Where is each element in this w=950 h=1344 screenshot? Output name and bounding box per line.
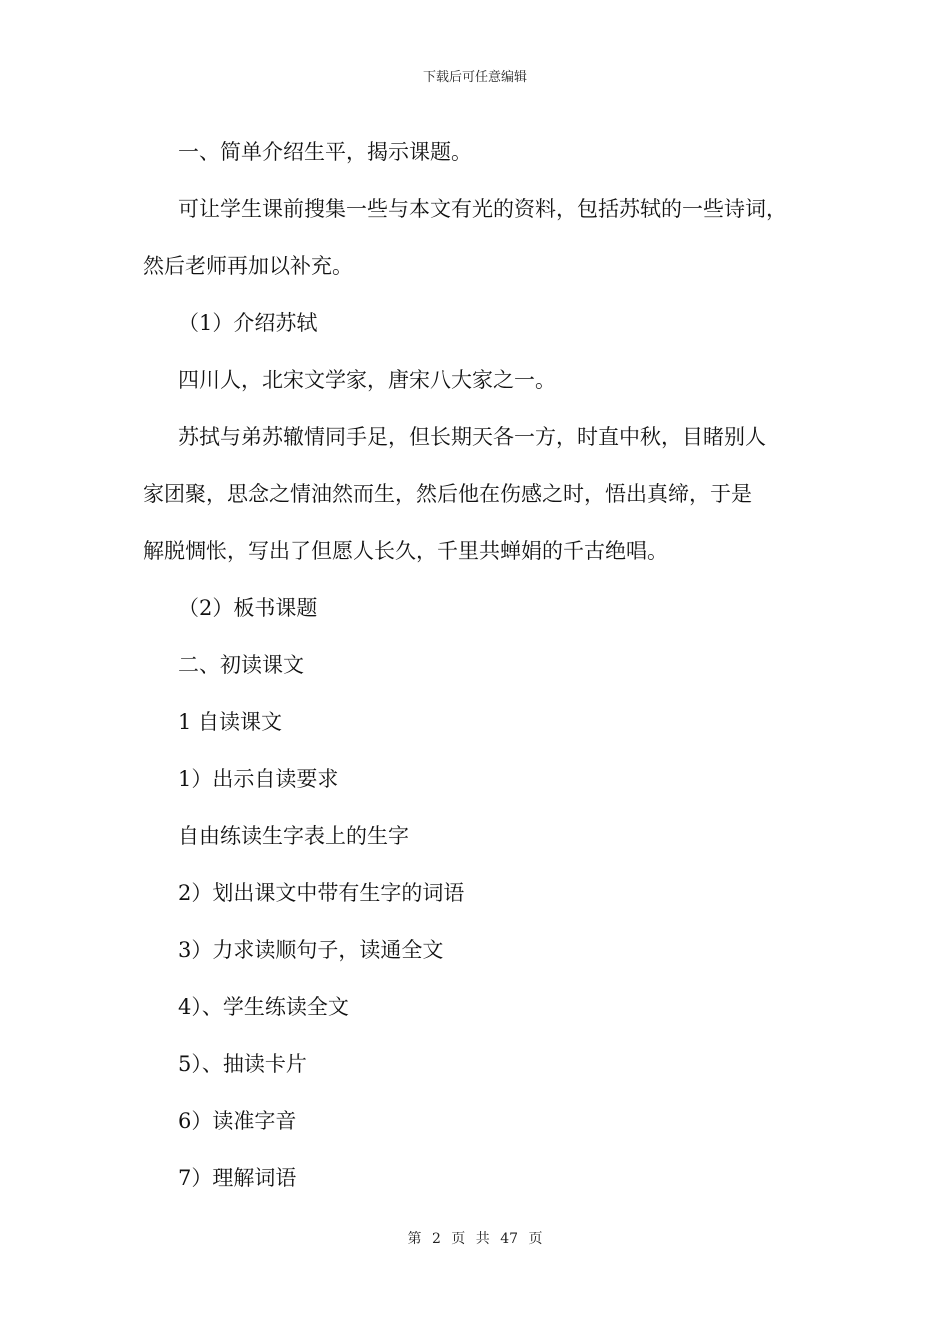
section-heading-2: 二、初读课文 [178,653,304,677]
subheading-intro-sushi: （1）介绍苏轼 [178,311,318,335]
list-item: 5）、抽读卡片 [178,1052,307,1076]
list-item: 1）出示自读要求 [178,767,339,791]
paragraph-line: 解脱惆怅，写出了但愿人长久，千里共蝉娟的千古绝唱。 [143,539,668,563]
list-item: 7）理解词语 [178,1166,297,1190]
list-item: 1 自读课文 [178,710,283,734]
list-item: 3）力求读顺句子，读通全文 [178,938,444,962]
paragraph-line: 可让学生课前搜集一些与本文有光的资料，包括苏轼的一些诗词， [178,197,787,221]
list-item: 自由练读生字表上的生字 [178,824,409,848]
paragraph-line: 然后老师再加以补充。 [143,254,353,278]
page-footer: 第 2 页 共 47 页 [407,1231,543,1247]
section-heading-1: 一、简单介绍生平，揭示课题。 [178,140,472,164]
paragraph-line: 家团聚，思念之情油然而生，然后他在伤感之时，悟出真缔，于是 [143,482,752,506]
paragraph-line: 苏拭与弟苏辙情同手足，但长期天各一方，时直中秋，目睹别人 [178,425,766,449]
list-item: 4）、学生练读全文 [178,995,349,1019]
list-item: 2）划出课文中带有生字的词语 [178,881,465,905]
subheading-board-title: （2）板书课题 [178,596,318,620]
paragraph-line: 四川人，北宋文学家，唐宋八大家之一。 [178,368,556,392]
list-item: 6）读准字音 [178,1109,297,1133]
page-header: 下载后可任意编辑 [422,70,527,85]
